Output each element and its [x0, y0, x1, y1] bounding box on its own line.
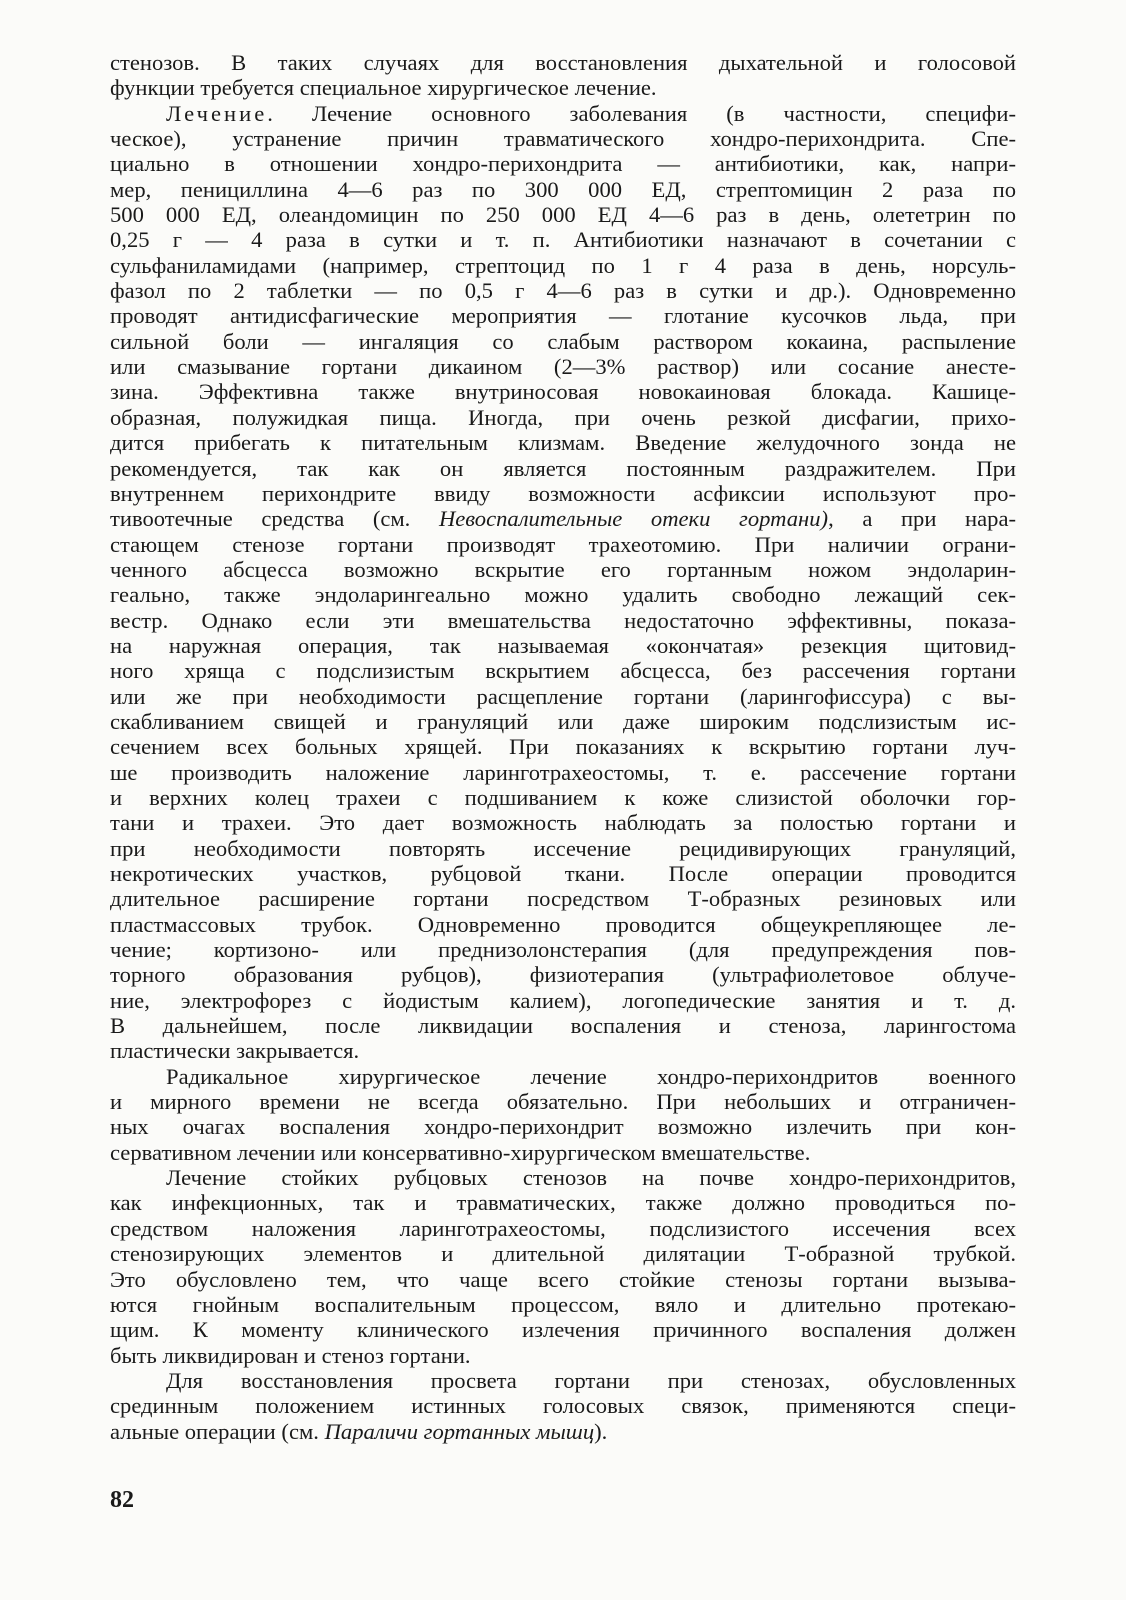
- line-text: стающем стенозе гортани производят трахеотомию. При наличии ограни-: [110, 531, 1016, 557]
- text-line: [110, 1343, 1016, 1368]
- text-line: [110, 1114, 1016, 1139]
- text-line: [110, 1140, 1016, 1165]
- line-text: функции требуется специальное хирургическое лечение.: [110, 75, 657, 101]
- line-text: торного образования рубцов), физиотерапия (ультрафиолетовое облуче-: [110, 962, 1016, 988]
- text-line: [110, 329, 1016, 354]
- text-line: [110, 557, 1016, 582]
- line-text: Лечение стойких рубцовых стенозов на почве хондро-перихондритов,: [166, 1165, 1016, 1191]
- line-text: некротических участков, рубцовой ткани. После операции проводится: [110, 861, 1016, 886]
- line-text: ются гнойным воспалительным процессом, вяло и длительно протекаю-: [110, 1291, 1016, 1317]
- text-line: [110, 1064, 1016, 1089]
- line-text: циально в отношении хондро-перихондрита — антибиотики, как, напри-: [110, 151, 1016, 177]
- line-text: стенозов. В таких случаях для восстановления дыхательной и голосовой: [110, 50, 1016, 75]
- line-text: 500 000 ЕД, олеандомицин по 250 000 ЕД 4—6 раз в день, олететрин по: [110, 202, 1016, 228]
- line-text: ченного абсцесса возможно вскрытие его гортанным ножом эндоларин-: [110, 556, 1016, 582]
- line-text: срединным положением истинных голосовых связок, применяются специ-: [110, 1393, 1016, 1419]
- text-line: [110, 430, 1016, 455]
- text-line: [110, 1038, 1016, 1063]
- text-line: [110, 709, 1016, 734]
- line-text: длительное расширение гортани посредством Т-образных резиновых или: [110, 886, 1016, 912]
- text-line: [110, 1165, 1016, 1190]
- text-line: [110, 202, 1016, 227]
- text-line: [110, 1013, 1016, 1038]
- line-text: тивоотечные средства (см.: [110, 506, 439, 532]
- text-line: [110, 1368, 1016, 1393]
- text-line: [110, 532, 1016, 557]
- line-text: ного хряща с подслизистым вскрытием абсцесса, без рассечения гортани: [110, 658, 1016, 684]
- line-text: Для восстановления просвета гортани при стенозах, обусловленных: [166, 1367, 1016, 1393]
- text-line: [110, 379, 1016, 404]
- line-text: внутреннем перихондрите ввиду возможности асфиксии используют про-: [110, 480, 1016, 506]
- line-text: сильной боли — ингаляция со слабым раствором кокаина, распыление: [110, 328, 1016, 354]
- line-text: ние, электрофорез с йодистым калием), логопедические занятия и т. д.: [110, 987, 1016, 1013]
- text-line: [110, 506, 1016, 531]
- text-line: [110, 1241, 1016, 1266]
- line-text: на наружная операция, так называемая «окончатая» резекция щитовид-: [110, 632, 1016, 658]
- text-line: [110, 1089, 1016, 1114]
- line-text: рекомендуется, так как он является постоянным раздражителем. При: [110, 455, 1016, 481]
- text-line: [110, 937, 1016, 962]
- line-text: при необходимости повторять иссечение рецидивирующих грануляций,: [110, 835, 1016, 861]
- text-line: [110, 734, 1016, 759]
- text-line: [110, 177, 1016, 202]
- line-text: и верхних колец трахеи с подшиванием к коже слизистой оболочки гор-: [110, 784, 1016, 810]
- line-text: дится прибегать к питательным клизмам. Введение желудочного зонда не: [110, 430, 1016, 456]
- line-text: ных очагах воспаления хондро-перихондрит возможно излечить при кон-: [110, 1114, 1016, 1140]
- text-line: [110, 861, 1016, 886]
- text-line: [110, 912, 1016, 937]
- line-text: образная, полужидкая пища. Иногда, при очень резкой дисфагии, прихо-: [110, 404, 1016, 430]
- line-text: чение; кортизоно- или преднизолонстерапия (для предупреждения пов-: [110, 937, 1016, 963]
- text-line: [110, 1190, 1016, 1215]
- line-text: сульфаниламидами (например, стрептоцид по 1 г 4 раза в день, норсуль-: [110, 252, 1016, 278]
- text-line: [110, 50, 1016, 75]
- text-line: [110, 405, 1016, 430]
- text-line: [110, 151, 1016, 176]
- line-text: и мирного времени не всегда обязательно. При небольших и отграничен-: [110, 1089, 1016, 1115]
- section-heading: Лечение: [166, 100, 268, 126]
- text-line: [110, 1292, 1016, 1317]
- text-line: [110, 582, 1016, 607]
- line-text: 0,25 г — 4 раза в сутки и т. п. Антибиотики назначают в сочетании с: [110, 227, 1016, 253]
- text-line: [110, 785, 1016, 810]
- text-line: [110, 810, 1016, 835]
- text-line: [110, 481, 1016, 506]
- text-line: [110, 1419, 1016, 1444]
- line-text: ческое), устранение причин травматического хондро-перихондрита. Спе-: [110, 126, 1016, 152]
- text-line: [110, 126, 1016, 151]
- line-text: вестр. Однако если эти вмешательства недостаточно эффективны, показа-: [110, 607, 1016, 633]
- line-text: или смазывание гортани дикаином (2—3% раствор) или сосание анесте-: [110, 354, 1016, 380]
- text-line: [110, 760, 1016, 785]
- line-text: сечением всех больных хрящей. При показаниях к вскрытию гортани луч-: [110, 734, 1016, 760]
- line-text: зина. Эффективна также внутриносовая новокаиновая блокада. Кашице-: [110, 379, 1016, 405]
- line-text: . Лечение основного заболевания (в частности, специфи-: [267, 100, 1016, 126]
- line-text: Радикальное хирургическое лечение хондро-перихондритов военного: [166, 1063, 1016, 1089]
- text-line: [110, 456, 1016, 481]
- line-text: скабливанием свищей и грануляций или даже широким подслизистым ис-: [110, 708, 1016, 734]
- line-text: стенозирующих элементов и длительной дилятации Т-образной трубкой.: [110, 1241, 1016, 1267]
- cross-reference: Невоспалительные отеки гортани): [438, 506, 829, 532]
- line-text: быть ликвидирован и стеноз гортани.: [110, 1342, 471, 1368]
- text-line: [110, 253, 1016, 278]
- page-number: 82: [110, 1487, 134, 1513]
- line-text: пластически закрывается.: [110, 1038, 360, 1064]
- line-text: ше производить наложение ларинготрахеостомы, т. е. рассечение гортани: [110, 759, 1016, 785]
- text-line: [110, 1317, 1016, 1342]
- text-line: [110, 354, 1016, 379]
- text-line: [110, 75, 1016, 100]
- line-text-tail: ).: [594, 1418, 608, 1444]
- line-text: или же при необходимости расщепление гортани (ларингофиссура) с вы-: [110, 683, 1016, 709]
- line-text: фазол по 2 таблетки — по 0,5 г 4—6 раз в сутки и др.). Одновременно: [110, 278, 1016, 304]
- line-text: сервативном лечении или консервативно-хирургическом вмешательстве.: [110, 1139, 811, 1165]
- text-line: [110, 303, 1016, 328]
- line-text: средством наложения ларинготрахеостомы, подслизистого иссечения всех: [110, 1215, 1016, 1241]
- text-line: [110, 988, 1016, 1013]
- line-text: Это обусловлено тем, что чаще всего стойкие стенозы гортани вызыва-: [110, 1266, 1016, 1292]
- cross-reference: Параличи гортанных мышц: [324, 1418, 595, 1444]
- line-text: мер, пенициллина 4—6 раз по 300 000 ЕД, стрептомицин 2 раза по: [110, 176, 1016, 202]
- text-line: [110, 1216, 1016, 1241]
- line-text-tail: , а при нара-: [828, 506, 1016, 532]
- body-text: [110, 50, 1016, 1444]
- text-line: [110, 886, 1016, 911]
- text-line: [110, 1267, 1016, 1292]
- line-text: геально, также эндоларингеально можно удалить свободно лежащий сек-: [110, 582, 1016, 608]
- line-text: альные операции (см.: [110, 1418, 325, 1444]
- text-line: [110, 227, 1016, 252]
- text-line: [110, 101, 1016, 126]
- line-text: пластмассовых трубок. Одновременно проводится общеукрепляющее ле-: [110, 911, 1016, 937]
- text-line: [110, 658, 1016, 683]
- text-line: [110, 836, 1016, 861]
- text-line: [110, 1393, 1016, 1418]
- text-line: [110, 608, 1016, 633]
- text-line: [110, 684, 1016, 709]
- line-text: В дальнейшем, после ликвидации воспаления и стеноза, ларингостома: [110, 1013, 1016, 1039]
- line-text: тани и трахеи. Это дает возможность наблюдать за полостью гортани и: [110, 810, 1016, 836]
- line-text: щим. К моменту клинического излечения причинного воспаления должен: [110, 1317, 1016, 1343]
- line-text: проводят антидисфагические мероприятия — глотание кусочков льда, при: [110, 303, 1016, 329]
- text-line: [110, 962, 1016, 987]
- text-line: [110, 633, 1016, 658]
- text-line: [110, 278, 1016, 303]
- line-text: как инфекционных, так и травматических, также должно проводиться по-: [110, 1190, 1016, 1216]
